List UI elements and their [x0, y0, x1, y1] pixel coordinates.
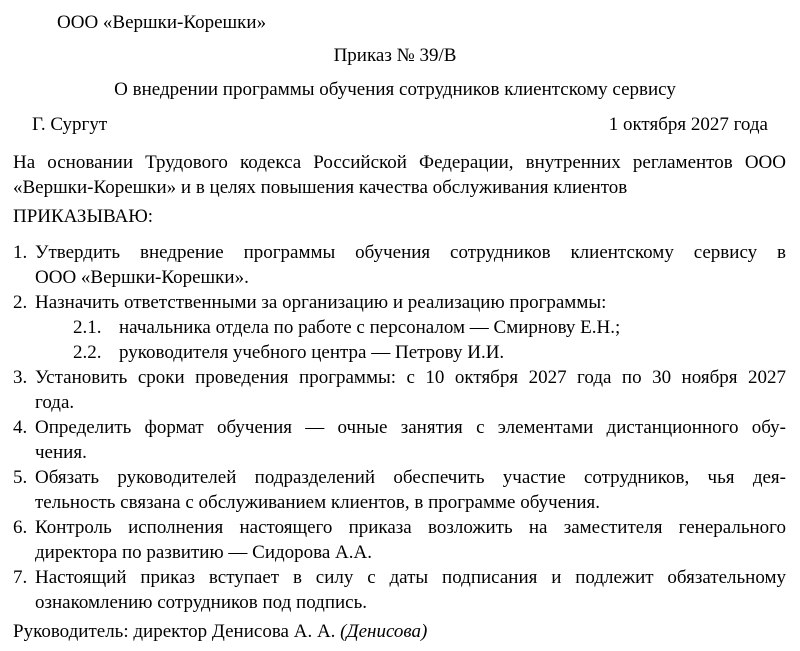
item-text: ознакомлению сотрудников под подпись.	[35, 592, 367, 613]
item-number: 1.	[13, 242, 28, 263]
item-text: Определить формат обучения — очные занятия с элементами дистанционного обу-	[35, 417, 786, 438]
handwritten-signature: (Денисова)	[340, 621, 428, 642]
sub-list-item	[13, 340, 786, 365]
item-text: ООО «Вершки-Корешки».	[35, 267, 249, 288]
item-number: 5.	[13, 467, 28, 488]
item-number: 3.	[13, 367, 28, 388]
item-number: 6.	[13, 517, 28, 538]
city: Г. Сургут	[32, 114, 108, 135]
item-number: 7.	[13, 567, 28, 588]
order-items-list	[13, 240, 786, 615]
item-text: Назначить ответственными за организацию и реализацию программы:	[35, 292, 607, 313]
list-item	[13, 465, 786, 515]
subitem-number: 2.2.	[73, 342, 102, 363]
item-text: Контроль исполнения настоящего приказа возложить на заместителя генерального	[35, 517, 786, 538]
sub-list-item	[13, 315, 786, 340]
list-item	[13, 515, 786, 565]
item-text: года.	[35, 392, 75, 413]
basis-line: «Вершки-Корешки» и в целях повышения качества обслуживания клиентов	[13, 177, 628, 198]
list-item	[13, 240, 786, 290]
order-title: Приказ № 39/В	[333, 45, 457, 66]
subitem-number: 2.1.	[73, 317, 102, 338]
organization-name: ООО «Вершки-Корешки»	[57, 12, 267, 33]
item-number: 4.	[13, 417, 28, 438]
list-item	[13, 290, 786, 315]
subitem-text: руководителя учебного центра — Петрову И.И.	[119, 342, 505, 363]
item-text: Настоящий приказ вступает в силу с даты подписания и подлежит обязательному	[35, 567, 786, 588]
order-date: 1 октября 2027 года	[608, 114, 768, 135]
signature-line	[13, 622, 427, 641]
basis-line: На основании Трудового кодекса Российской Федерации, внутренних регламентов ООО	[13, 152, 786, 173]
item-text: Установить сроки проведения программы: с 10 октября 2027 года по 30 ноября 2027	[35, 367, 786, 388]
item-text: чения.	[35, 442, 87, 463]
subitem-text: начальника отдела по работе с персоналом — Смирнову Е.Н.;	[119, 317, 621, 338]
item-text: тельность связана с обслуживанием клиентов, в программе обучения.	[35, 492, 600, 513]
list-item	[13, 415, 786, 465]
item-text: директора по развитию — Сидорова А.А.	[35, 542, 372, 563]
order-word: ПРИКАЗЫВАЮ:	[13, 206, 154, 227]
item-text: Обязать руководителей подразделений обеспечить участие сотрудников, чья дея-	[35, 467, 786, 488]
signatory: Руководитель: директор Денисова А. А.	[13, 621, 336, 642]
basis-paragraph	[13, 150, 786, 200]
item-number: 2.	[13, 292, 28, 313]
list-item	[13, 565, 786, 615]
order-subject: О внедрении программы обучения сотрудников клиентскому сервису	[114, 79, 676, 100]
list-item	[13, 365, 786, 415]
item-text: Утвердить внедрение программы обучения сотрудников клиентскому сервису в	[35, 242, 786, 263]
